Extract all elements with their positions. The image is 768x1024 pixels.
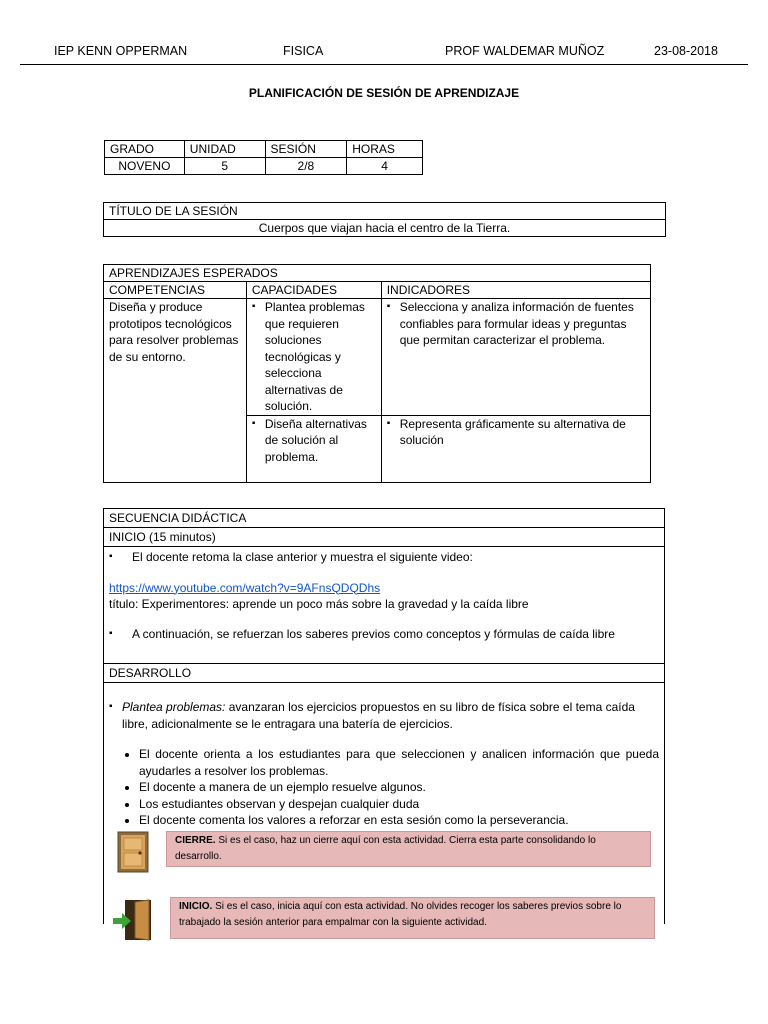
session-info-table <box>104 140 423 175</box>
col-competencias: COMPETENCIAS <box>104 282 247 299</box>
session-title-table <box>103 202 666 237</box>
table-row <box>104 282 651 299</box>
col-indicadores: INDICADORES <box>381 282 650 299</box>
inicio-note-label: INICIO. <box>179 901 213 912</box>
list-item: • El docente orienta a los estudiantes para que seleccionen y analicen información que pueda ayudarles a resolver los problemas. <box>139 746 659 779</box>
video-title: título: Experimentores: aprende un poco más sobre la gravedad y la caída libre <box>109 596 529 611</box>
desarrollo-text: avanzaran los ejercicios propuestos en su libro de física sobre el tema caída libre, adicionalmente se le entragara una batería de ejercicios. <box>122 700 635 731</box>
door-entry-icon <box>111 898 153 947</box>
capacidad-cell <box>246 415 381 482</box>
cierre-note-label: CIERRE. <box>175 835 216 846</box>
value-horas: 4 <box>347 158 423 175</box>
inicio-item <box>109 549 659 566</box>
table-row <box>104 220 666 237</box>
desarrollo-label: DESARROLLO <box>104 664 664 683</box>
inicio-block <box>104 547 664 664</box>
list-item: • El docente a manera de un ejemplo resuelve algunos. <box>139 779 659 796</box>
table-row <box>105 158 423 175</box>
inicio-label: INICIO (15 minutos) <box>104 528 664 547</box>
competencia-text: Diseña y produce prototipos tecnológicos para resolver problemas de su entorno. <box>104 299 247 483</box>
col-capacidades: CAPACIDADES <box>246 282 381 299</box>
indicador-cell <box>381 415 650 482</box>
inicio-item-text: A continuación, se refuerzan los saberes previos como conceptos y fórmulas de caída libre <box>132 626 615 641</box>
list-item: • Los estudiantes observan y despejan cualquier duda <box>139 796 659 813</box>
desarrollo-item <box>109 699 659 732</box>
learning-outcomes-table <box>103 264 651 483</box>
capacidad-item: ▪ Plantea problemas que requieren soluciones tecnológicas y selecciona alternativas de solución. <box>252 299 376 415</box>
door-closed-icon <box>113 830 155 879</box>
inicio-item-text: El docente retoma la clase anterior y muestra el siguiente video: <box>132 550 473 564</box>
capacidad-cell <box>246 299 381 416</box>
list-item: • El docente comenta los valores a reforzar en esta sesión como la perseverancia. <box>139 812 659 829</box>
value-sesion: 2/8 <box>265 158 347 175</box>
header-grado: GRADO <box>105 141 185 158</box>
learning-heading: APRENDIZAJES ESPERADOS <box>104 265 651 282</box>
table-row <box>104 203 666 220</box>
inicio-note-text: Si es el caso, inicia aquí con esta actividad. No olvides recoger los saberes previos sobre lo trabajado la sesión anterior para empalmar con la siguiente actividad. <box>179 901 622 928</box>
cierre-note-text: Si es el caso, haz un cierre aquí con esta actividad. Cierra esta parte consolidando lo desarrollo. <box>175 835 596 862</box>
desarrollo-list <box>109 746 659 829</box>
table-row <box>104 265 651 282</box>
inicio-note <box>170 897 655 939</box>
capacidad-item: ▪ Diseña alternativas de solución al problema. <box>252 416 376 466</box>
table-row <box>105 141 423 158</box>
desarrollo-italic: Plantea problemas: <box>122 700 226 714</box>
teacher-name: PROF WALDEMAR MUÑOZ <box>445 44 605 58</box>
page-title: PLANIFICACIÓN DE SESIÓN DE APRENDIZAJE <box>248 86 520 100</box>
value-grado: NOVENO <box>105 158 185 175</box>
header-sesion: SESIÓN <box>265 141 347 158</box>
session-title-value: Cuerpos que viajan hacia el centro de la Tierra. <box>104 220 666 237</box>
session-title-label: TÍTULO DE LA SESIÓN <box>104 203 666 220</box>
sequence-heading: SECUENCIA DIDÁCTICA <box>104 509 664 528</box>
inicio-item <box>109 626 659 643</box>
indicador-cell <box>381 299 650 416</box>
indicador-item: ▪ Representa gráficamente su alternativa de solución <box>387 416 645 449</box>
video-link[interactable]: https://www.youtube.com/watch?v=9AFnsQDQDhs <box>109 580 381 595</box>
desarrollo-block <box>104 683 664 831</box>
document-date: 23-08-2018 <box>654 44 718 58</box>
school-name: IEP KENN OPPERMAN <box>54 44 188 58</box>
header-horas: HORAS <box>347 141 423 158</box>
value-unidad: 5 <box>184 158 265 175</box>
subject-name: FISICA <box>283 44 324 58</box>
header-divider <box>20 64 748 65</box>
indicador-item: ▪ Selecciona y analiza información de fuentes confiables para formular ideas y preguntas que permitan caracterizar el problema. <box>387 299 645 349</box>
cierre-note <box>166 831 651 867</box>
table-row <box>104 299 651 416</box>
header-unidad: UNIDAD <box>184 141 265 158</box>
